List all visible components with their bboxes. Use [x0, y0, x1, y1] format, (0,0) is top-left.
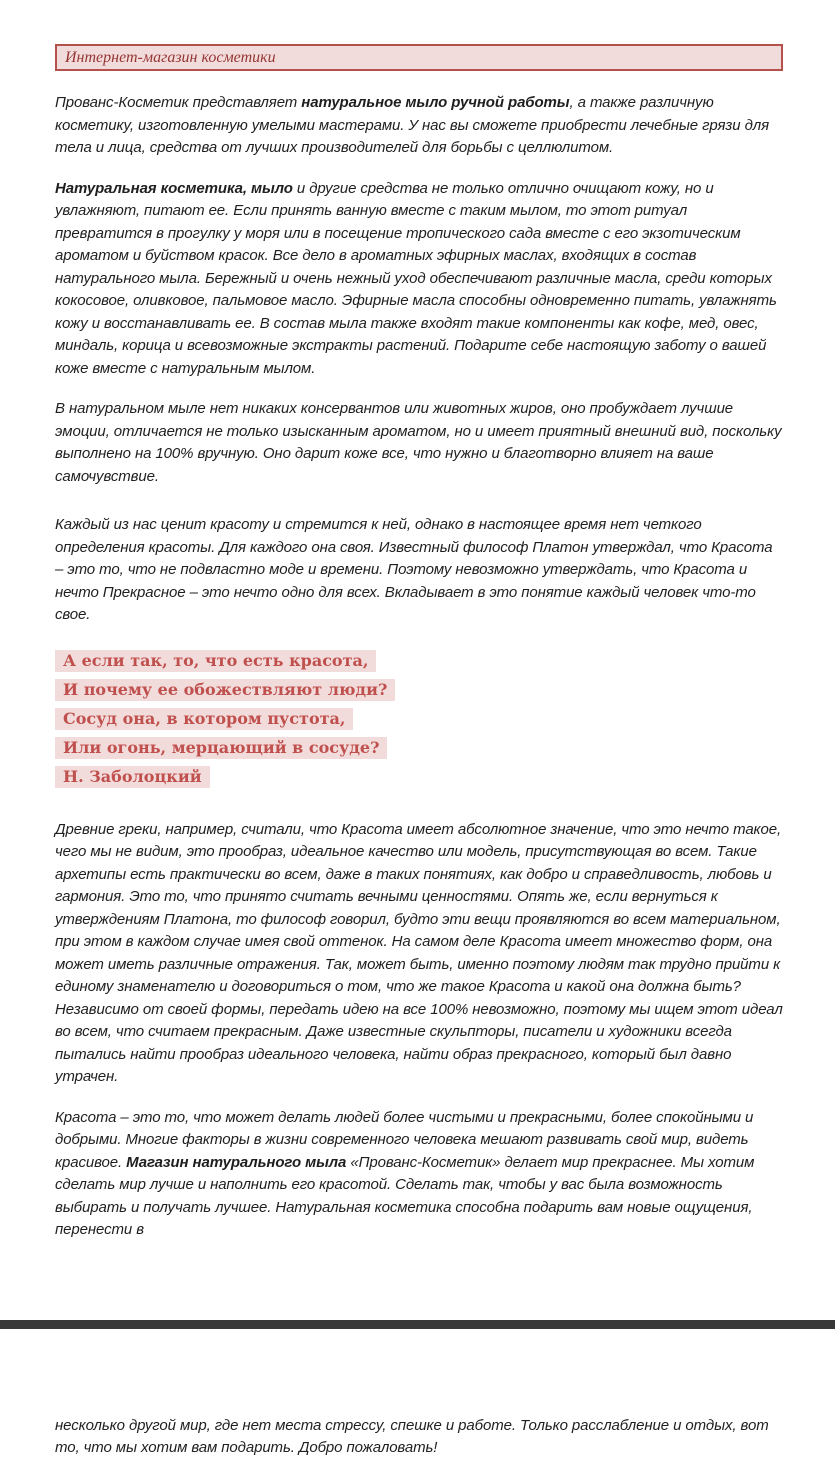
poem-row: [55, 737, 783, 759]
paragraph-closing: [55, 1415, 783, 1460]
page-break-divider: [0, 1320, 835, 1329]
paragraph-natural-cosmetics: [55, 178, 783, 381]
text-run: Прованс-Косметик представляет: [55, 94, 302, 111]
paragraph-beauty-makes-people: [55, 1107, 783, 1242]
text-run-bold: Магазин натурального мыла: [126, 1153, 347, 1171]
poem-author: Н. Заболоцкий: [55, 766, 210, 788]
poem-row: [55, 766, 783, 788]
poem-block: [55, 650, 783, 788]
page-title-text: Интернет-магазин косметики: [65, 49, 276, 66]
text-run-bold: Натуральная косметика, мыло: [55, 179, 293, 197]
poem-row: [55, 679, 783, 701]
paragraph-no-preservatives: [55, 398, 783, 488]
text-run: Древние греки, например, считали, что Красота имеет абсолютное значение, что это нечто такое, чего мы не видим, это прообраз, идеальное качество или модель, присутствующая во всем. Такие архетипы есть практически во всем, даже в таких понятиях, как добро и справедливость, любовь и гармония. Это то, что принято считать вечными ценностями. Опять же, если вернуться к утверждениям Платона, то философ говорил, будто эти вещи проявляются во всем материальном, при этом в каждом случае имея свой оттенок. На самом деле Красота имеет множество форм, она может иметь различные отражения. Так, может быть, именно поэтому людям так трудно прийти к единому знаменателю и договориться о том, что же такое Красота и какой она должна быть? Независимо от своей формы, передать идею на все 100% невозможно, поэтому мы ищем этот идеал во всем, что считаем прекрасным. Даже известные скульпторы, писатели и художники всегда пытались найти прообраз идеального человека, найти образ прекрасного, который был давно утрачен.: [55, 820, 783, 1085]
document-viewport: [0, 44, 835, 1460]
poem-line-4: Или огонь, мерцающий в сосуде?: [55, 737, 387, 759]
text-run-bold: натуральное мыло ручной работы: [301, 94, 570, 111]
text-run: Каждый из нас ценит красоту и стремится к ней, однако в настоящее время нет четкого определения красоты. Для каждого она своя. Известный философ Платон утверждал, что Красота – это то, что не подвластно моде и времени. Поэтому невозможно утверждать, что Красота и нечто Прекрасное – это нечто одно для всех. Вкладывает в это понятие каждый человек что-то свое.: [55, 516, 773, 623]
text-run: несколько другой мир, где нет места стрессу, спешке и работе. Только расслабление и отдых, вот то, что мы хотим вам подарить. Добро пожаловать!: [55, 1416, 769, 1456]
text-run: «Прованс-Косметик» делает мир прекраснее. Мы хотим сделать мир лучше и наполнить его красотой. Сделать так, чтобы у вас была возможность выбирать и получать лучшее. Натуральная косметика способна подарить вам новые ощущения, перенести в: [55, 1153, 755, 1238]
paragraph-ancient-greeks: [55, 819, 783, 1089]
poem-row: [55, 650, 783, 672]
page-title: [55, 44, 783, 71]
text-run: В натуральном мыле нет никаких консервантов или животных жиров, оно пробуждает лучшие эмоции, отличается не только изысканным ароматом, но и имеет приятный внешний вид, поскольку выполнено на 100% вручную. Оно дарит коже все, что нужно и благотворно влияет на ваше самочувствие.: [55, 400, 782, 485]
paragraph-beauty-definition: [55, 514, 783, 627]
poem-row: [55, 708, 783, 730]
document-page-1: [0, 44, 835, 1242]
poem-line-1: А если так, то, что есть красота,: [55, 650, 376, 672]
poem-line-2: И почему ее обожествляют люди?: [55, 679, 395, 701]
text-run: Красота – это то, что может делать людей более чистыми и прекрасными, более спокойными и добрыми. Многие факторы в жизни современного человека мешают развивать свой мир, видеть красивое.: [55, 1108, 754, 1171]
text-run: и другие средства не только отлично очищают кожу, но и увлажняют, питают ее. Если принять ванную вместе с таким мылом, то этот ритуал превратится в прогулку у моря или в посещение тропического сада вместе с его экзотическим ароматом и буйством красок. Все дело в ароматных эфирных маслах, входящих в состав натурального мыла. Бережный и очень нежный уход обеспечивают различные масла, среди которых кокосовое, оливковое, пальмовое масло. Эфирные масла способны одновременно питать, увлажнять кожу и восстанавливать ее. В состав мыла также входят такие компоненты как кофе, мед, овес, миндаль, корица и всевозможные экстракты растений. Подарите себе настоящую заботу о вашей коже вместе с натуральным мылом.: [55, 179, 777, 377]
document-page-2: [0, 1415, 835, 1460]
poem-line-3: Сосуд она, в котором пустота,: [55, 708, 353, 730]
text-run: , а также различную косметику, изготовленную умелыми мастерами. У нас вы сможете приобрести лечебные грязи для тела и лица, средства от лучших производителей для борьбы с целлюлитом.: [55, 94, 770, 156]
paragraph-intro: [55, 92, 783, 160]
